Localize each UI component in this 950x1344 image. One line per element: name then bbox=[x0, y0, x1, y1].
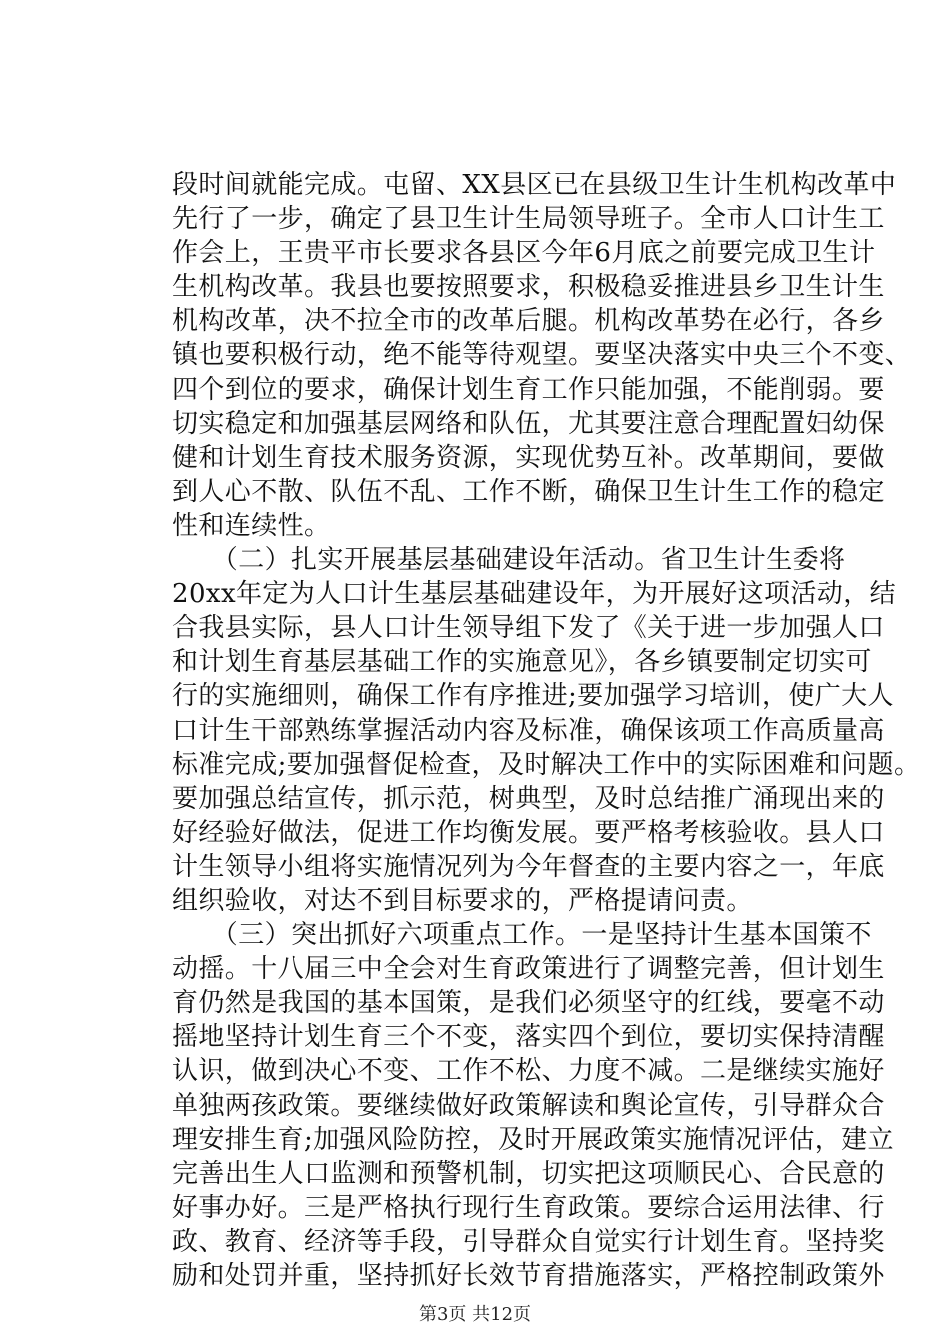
text-line: 组织验收，对达不到目标要求的，严格提请问责。 bbox=[172, 885, 753, 916]
text-line: 镇也要积极行动，绝不能等待观望。要坚决落实中央三个不变、 bbox=[172, 340, 912, 371]
page-number-footer: 第3页 共12页 bbox=[418, 1304, 532, 1325]
section-heading-line: （二）扎实开展基层基础建设年活动。省卫生计生委将 bbox=[172, 545, 846, 576]
text-line: 四个到位的要求，确保计划生育工作只能加强，不能削弱。要 bbox=[172, 374, 885, 405]
text-line: 完善出生人口监测和预警机制，切实把这项顺民心、合民意的 bbox=[172, 1158, 885, 1189]
text-line: 励和处罚并重，坚持抓好长效节育措施落实，严格控制政策外 bbox=[172, 1261, 885, 1291]
text-line: 性和连续性。 bbox=[172, 510, 331, 541]
text-line: 理安排生育;加强风险防控，及时开展政策实施情况评估，建立 bbox=[172, 1124, 894, 1155]
text-line: 到人心不散、队伍不乱、工作不断，确保卫生计生工作的稳定 bbox=[172, 476, 885, 507]
text-line: 健和计划生育技术服务资源，实现优势互补。改革期间，要做 bbox=[172, 442, 885, 473]
text-line: 20xx年定为人口计生基层基础建设年，为开展好这项活动，结 bbox=[172, 579, 897, 610]
text-line: 动摇。十八届三中全会对生育政策进行了调整完善，但计划生 bbox=[172, 954, 885, 985]
text-line: 生机构改革。我县也要按照要求，积极稳妥推进县乡卫生计生 bbox=[172, 272, 885, 303]
text-line: 合我县实际，县人口计生领导组下发了《关于进一步加强人口 bbox=[172, 613, 885, 644]
text-line: 单独两孩政策。要继续做好政策解读和舆论宣传，引导群众合 bbox=[172, 1090, 885, 1121]
text-line: 标准完成;要加强督促检查，及时解决工作中的实际困难和问题。 bbox=[172, 749, 921, 780]
text-line: 切实稳定和加强基层网络和队伍，尤其要注意合理配置妇幼保 bbox=[172, 408, 885, 439]
text-line: 政、教育、经济等手段，引导群众自觉实行计划生育。坚持奖 bbox=[172, 1226, 885, 1257]
text-line: 摇地坚持计划生育三个不变，落实四个到位，要切实保持清醒 bbox=[172, 1022, 885, 1053]
text-line: 育仍然是我国的基本国策，是我们必须坚守的红线，要毫不动 bbox=[172, 988, 885, 1019]
text-line: 行的实施细则，确保工作有序推进;要加强学习培训，使广大人 bbox=[172, 681, 894, 712]
text-line: 机构改革，决不拉全市的改革后腿。机构改革势在必行，各乡 bbox=[172, 306, 885, 337]
text-line: 和计划生育基层基础工作的实施意见》，各乡镇要制定切实可 bbox=[172, 647, 872, 678]
text-line: 好事办好。三是严格执行现行生育政策。要综合运用法律、行 bbox=[172, 1192, 885, 1223]
text-line: 段时间就能完成。屯留、XX县区已在县级卫生计生机构改革中 bbox=[172, 170, 897, 200]
section-heading-line: （三）突出抓好六项重点工作。一是坚持计生基本国策不 bbox=[172, 920, 872, 951]
text-line: 好经验好做法，促进工作均衡发展。要严格考核验收。县人口 bbox=[172, 817, 885, 848]
text-line: 认识，做到决心不变、工作不松、力度不减。二是继续实施好 bbox=[172, 1056, 885, 1087]
body-text bbox=[172, 168, 921, 1293]
text-line: 作会上，王贵平市长要求各县区今年6月底之前要完成卫生计 bbox=[172, 238, 876, 269]
text-line: 口计生干部熟练掌握活动内容及标准，确保该项工作高质量高 bbox=[172, 715, 885, 746]
text-line: 计生领导小组将实施情况列为今年督查的主要内容之一，年底 bbox=[172, 851, 885, 882]
text-line: 要加强总结宣传，抓示范，树典型，及时总结推广涌现出来的 bbox=[172, 783, 885, 814]
text-line: 先行了一步，确定了县卫生计生局领导班子。全市人口计生工 bbox=[172, 204, 885, 235]
